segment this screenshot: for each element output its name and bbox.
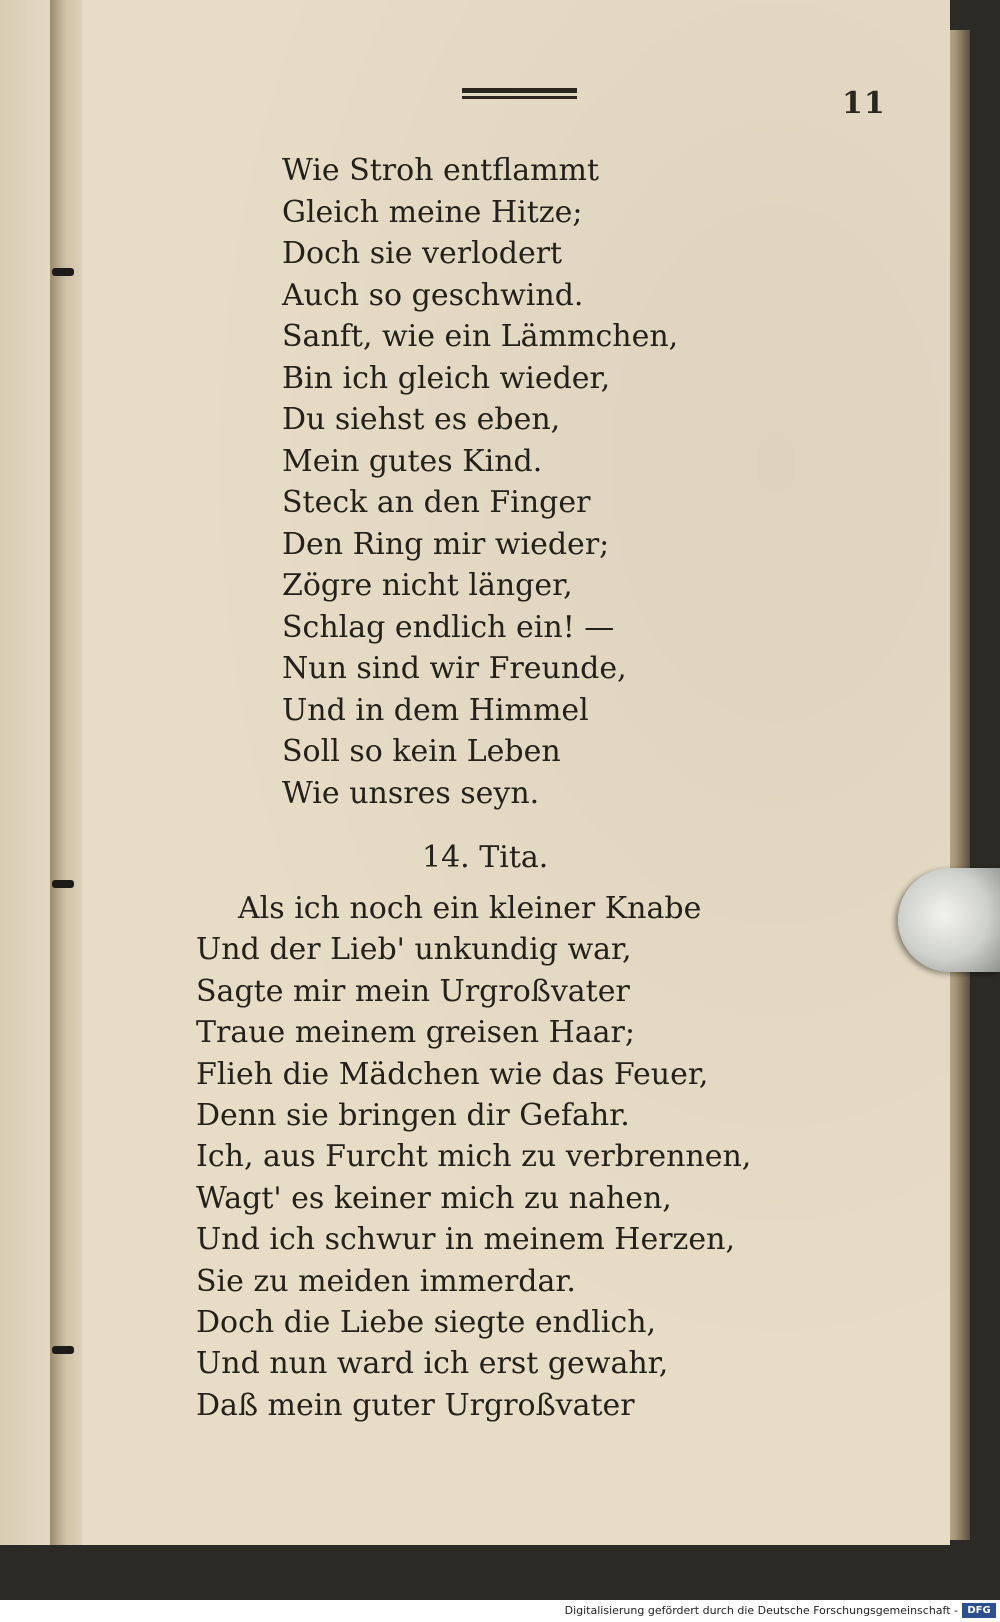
poem-line: Flieh die Mädchen wie das Feuer, bbox=[196, 1056, 709, 1092]
poem-line: Nun sind wir Freunde, bbox=[282, 651, 627, 686]
poem-line: Und der Lieb' unkundig war, bbox=[196, 932, 632, 968]
poem-line: Traue meinem greisen Haar; bbox=[196, 1015, 635, 1051]
poem-line: Ich, aus Furcht mich zu verbrennen, bbox=[196, 1139, 752, 1175]
poem-line: Steck an den Finger bbox=[282, 485, 591, 520]
poem-line: Daß mein guter Urgroßvater bbox=[196, 1387, 635, 1423]
poem-line: Den Ring mir wieder; bbox=[282, 526, 610, 562]
binding-stitch bbox=[52, 268, 74, 276]
footer-bar bbox=[0, 1600, 1000, 1622]
poem-title: 14. Tita. bbox=[422, 840, 549, 875]
page-number: 11 bbox=[842, 86, 886, 121]
poem-line: Du siehst es eben, bbox=[282, 402, 561, 437]
poem-line: Zögre nicht länger, bbox=[282, 568, 573, 603]
poem-line: Wie unsres seyn. bbox=[282, 775, 540, 811]
poem-line: Wie Stroh entflammt bbox=[282, 153, 600, 188]
binding-stitch bbox=[52, 880, 74, 888]
poem-line: Und ich schwur in meinem Herzen, bbox=[196, 1222, 735, 1258]
poem-line: Und in dem Himmel bbox=[282, 692, 589, 728]
poem-line: Schlag endlich ein! — bbox=[282, 609, 615, 645]
header-rule bbox=[462, 88, 577, 100]
poem-line: Auch so geschwind. bbox=[282, 277, 584, 313]
funding-note: Digitalisierung gefördert durch die Deutsche Forschungsgemeinschaft - bbox=[564, 1604, 958, 1617]
poem-line: Soll so kein Leben bbox=[282, 734, 561, 769]
poem-line: Mein gutes Kind. bbox=[282, 443, 543, 479]
poem-line: Denn sie bringen dir Gefahr. bbox=[196, 1098, 630, 1134]
binding-stitch bbox=[52, 1346, 74, 1354]
poem-line: Sanft, wie ein Lämmchen, bbox=[282, 319, 679, 354]
poem-line: Wagt' es keiner mich zu nahen, bbox=[196, 1180, 672, 1216]
poem-continuation bbox=[282, 150, 678, 814]
poem-line: Gleich meine Hitze; bbox=[282, 194, 583, 230]
dfg-logo: DFG bbox=[962, 1603, 996, 1618]
poem-line: Und nun ward ich erst gewahr, bbox=[196, 1346, 669, 1382]
poem-tita bbox=[196, 888, 751, 1426]
poem-line: Bin ich gleich wieder, bbox=[282, 360, 611, 396]
poem-line: Doch die Liebe siegte endlich, bbox=[196, 1305, 657, 1341]
page-clip bbox=[898, 868, 1000, 972]
poem-line: Doch sie verlodert bbox=[282, 236, 563, 271]
poem-line: Sagte mir mein Urgroßvater bbox=[196, 973, 630, 1009]
poem-line: Sie zu meiden immerdar. bbox=[196, 1263, 576, 1299]
poem-line: Als ich noch ein kleiner Knabe bbox=[238, 891, 702, 926]
